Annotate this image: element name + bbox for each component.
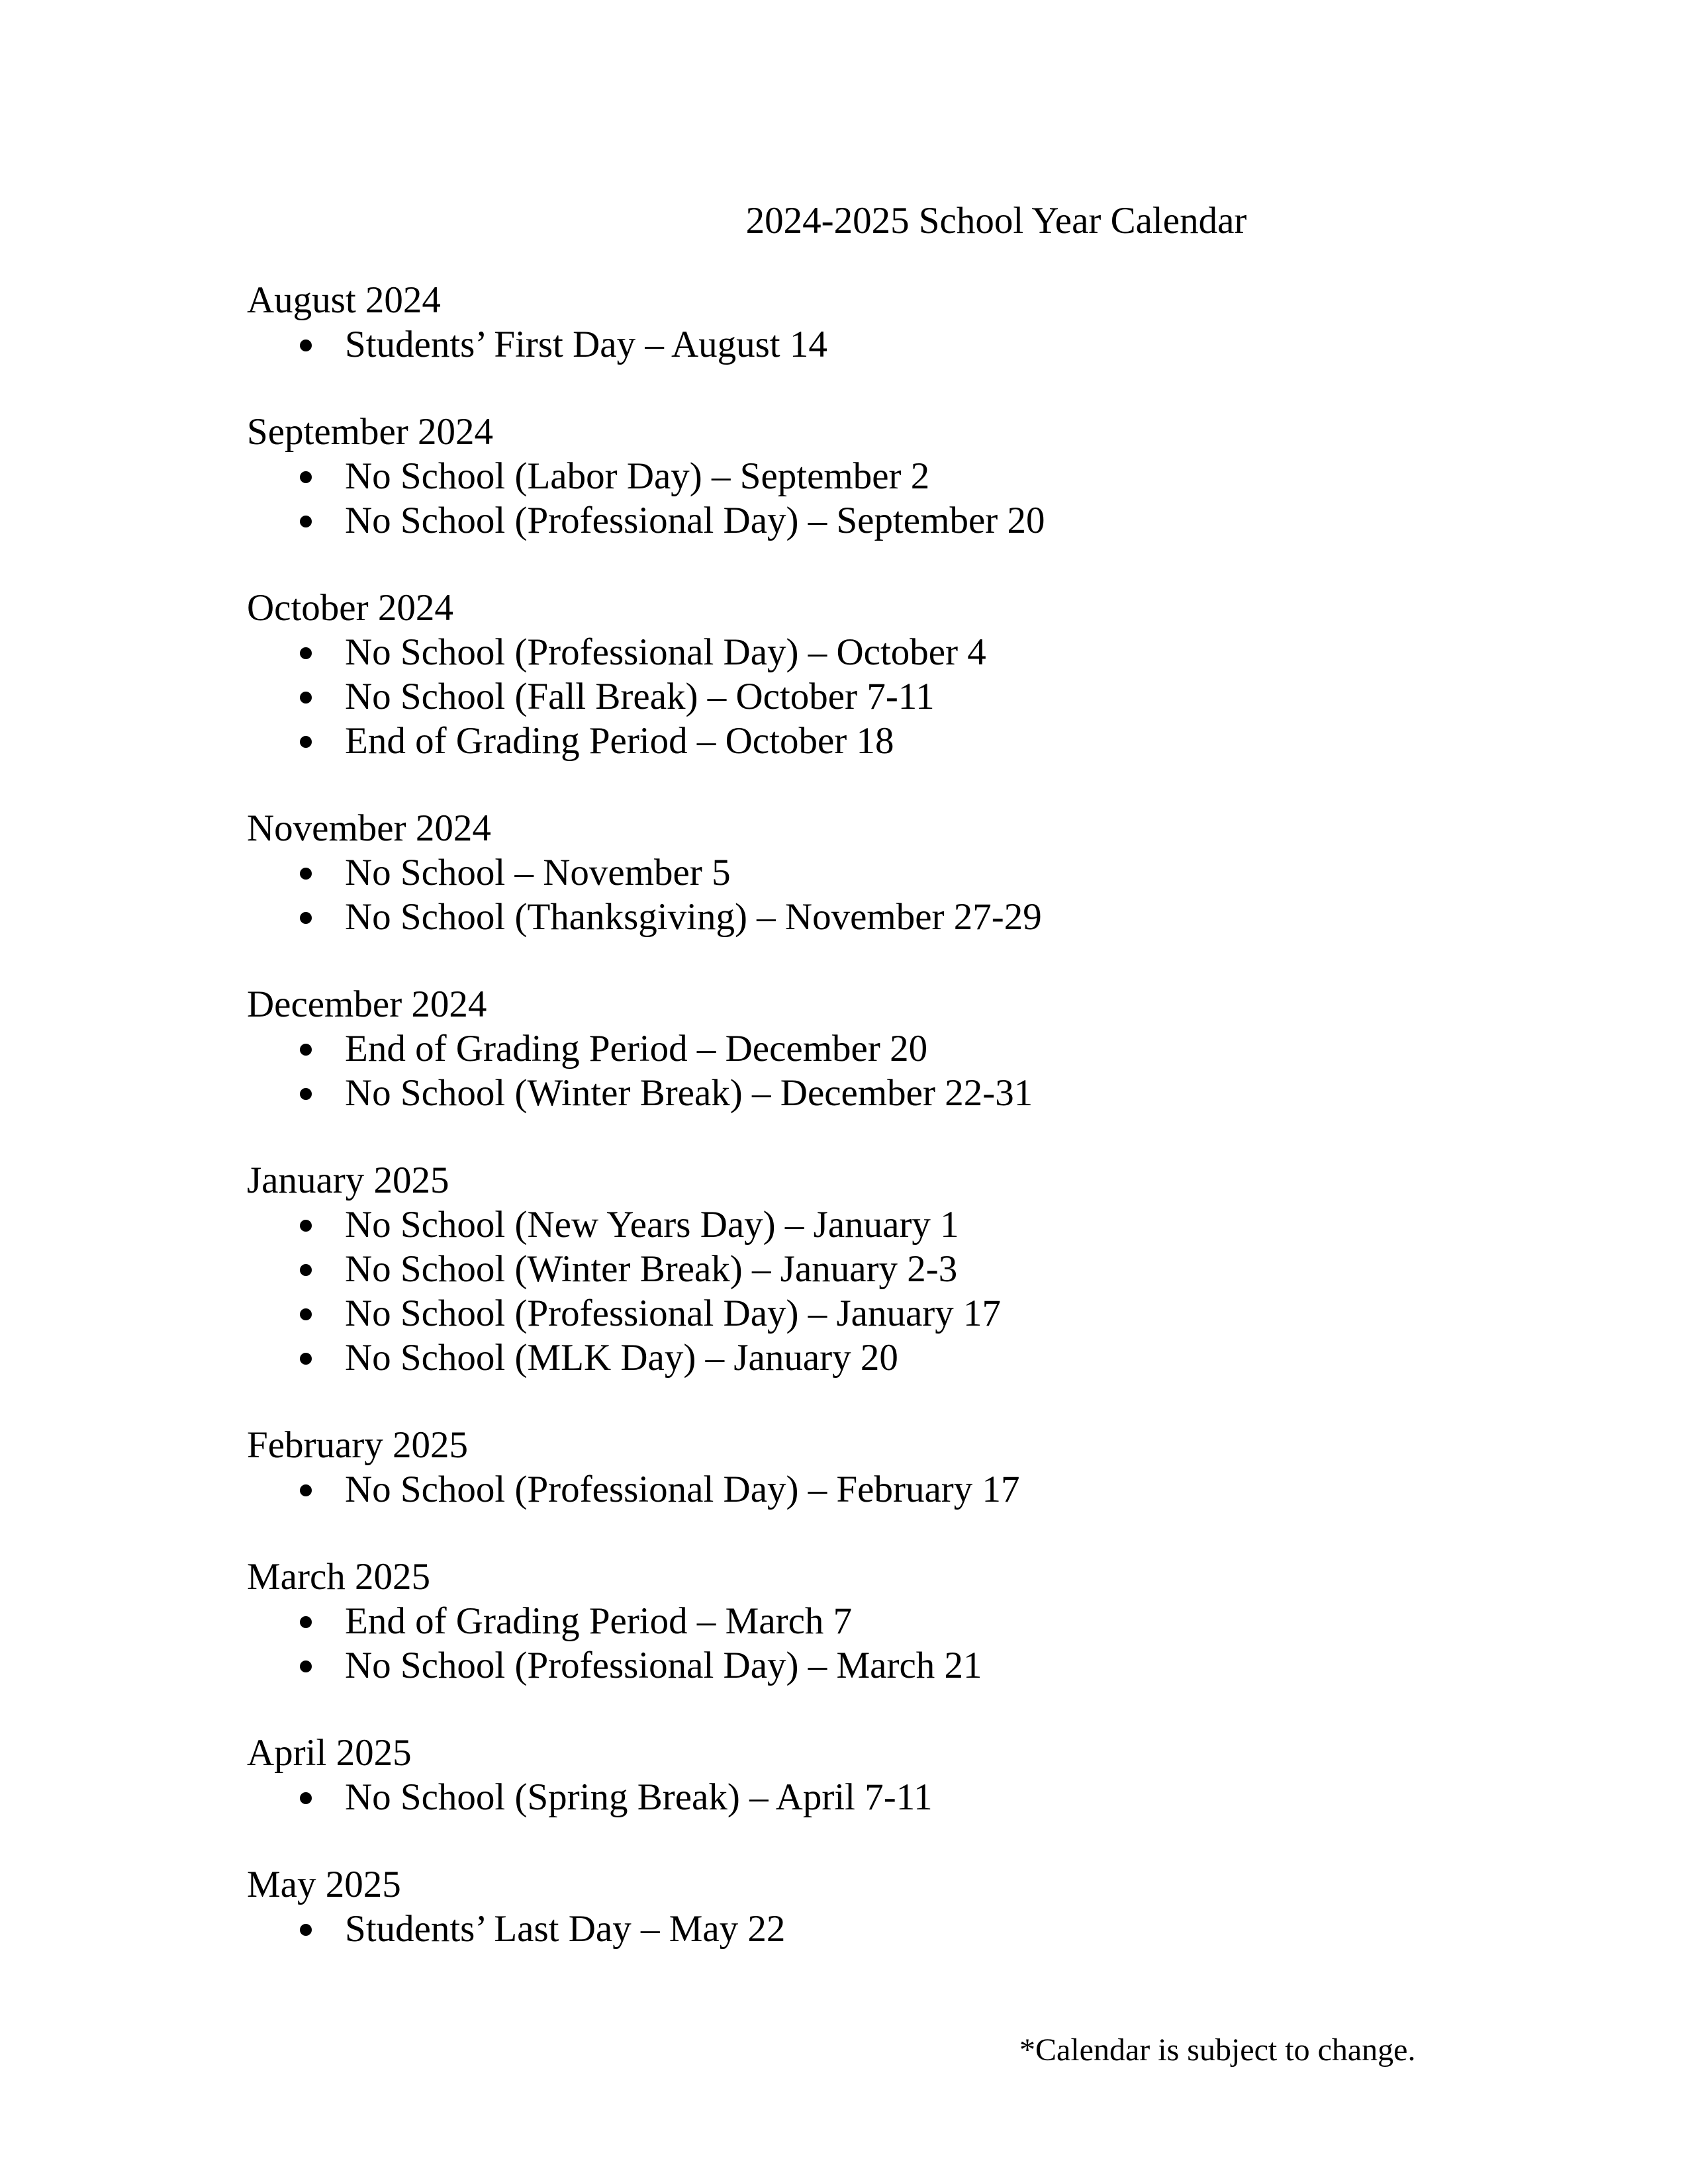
event-list xyxy=(247,850,1505,939)
month-heading: August 2024 xyxy=(247,279,441,321)
event-text: End of Grading Period – December 20 xyxy=(345,1028,928,1069)
month-heading: March 2025 xyxy=(247,1556,431,1598)
event-text: No School – November 5 xyxy=(345,852,731,893)
month-heading: April 2025 xyxy=(247,1732,412,1774)
event-text: No School (Professional Day) – September 20 xyxy=(345,500,1045,541)
month-section-october-2024 xyxy=(247,586,1505,763)
bullet-icon xyxy=(300,1088,312,1100)
event-text: No School (Spring Break) – April 7-11 xyxy=(345,1776,933,1818)
event-text: No School (Thanksgiving) – November 27-29 xyxy=(345,896,1042,938)
month-heading: October 2024 xyxy=(247,587,453,629)
event-text: Students’ Last Day – May 22 xyxy=(345,1908,786,1950)
month-heading: May 2025 xyxy=(247,1864,401,1905)
event-list xyxy=(247,1467,1505,1512)
footnote: *Calendar is subject to change. xyxy=(1019,2032,1416,2068)
event-list xyxy=(247,1203,1505,1380)
event-item xyxy=(247,1071,1505,1115)
bullet-icon xyxy=(300,1308,312,1320)
bullet-icon xyxy=(300,516,312,527)
event-item xyxy=(247,850,1505,895)
event-list xyxy=(247,1907,1505,1951)
event-item xyxy=(247,1291,1505,1336)
event-item xyxy=(247,322,1505,367)
event-item xyxy=(247,630,1505,674)
event-text: No School (Winter Break) – December 22-31 xyxy=(345,1072,1033,1114)
month-section-november-2024 xyxy=(247,807,1505,939)
event-item xyxy=(247,1907,1505,1951)
bullet-icon xyxy=(300,1616,312,1628)
event-item xyxy=(247,454,1505,498)
event-text: No School (Labor Day) – September 2 xyxy=(345,455,930,497)
event-list xyxy=(247,1026,1505,1115)
event-item xyxy=(247,1775,1505,1819)
event-item xyxy=(247,1203,1505,1247)
event-text: No School (MLK Day) – January 20 xyxy=(345,1337,898,1379)
event-list xyxy=(247,630,1505,763)
event-item xyxy=(247,1599,1505,1643)
event-item xyxy=(247,1247,1505,1291)
bullet-icon xyxy=(300,736,312,748)
page-title: 2024-2025 School Year Calendar xyxy=(745,200,1247,242)
event-item xyxy=(247,1026,1505,1071)
month-section-february-2025 xyxy=(247,1424,1505,1512)
event-text: No School (Fall Break) – October 7-11 xyxy=(345,676,935,717)
month-section-april-2025 xyxy=(247,1731,1505,1819)
bullet-icon xyxy=(300,692,312,704)
bullet-icon xyxy=(300,912,312,924)
month-section-december-2024 xyxy=(247,983,1505,1115)
event-list xyxy=(247,1775,1505,1819)
bullet-icon xyxy=(300,868,312,880)
month-heading: January 2025 xyxy=(247,1160,449,1201)
event-list xyxy=(247,454,1505,543)
month-section-september-2024 xyxy=(247,410,1505,543)
event-list xyxy=(247,322,1505,367)
bullet-icon xyxy=(300,1484,312,1496)
calendar-list xyxy=(247,279,1505,1995)
month-heading: November 2024 xyxy=(247,807,491,849)
bullet-icon xyxy=(300,1264,312,1276)
event-text: No School (Winter Break) – January 2-3 xyxy=(345,1248,958,1290)
event-text: No School (Professional Day) – March 21 xyxy=(345,1645,982,1686)
event-text: No School (Professional Day) – January 17 xyxy=(345,1293,1001,1334)
event-item xyxy=(247,498,1505,543)
bullet-icon xyxy=(300,1792,312,1804)
month-heading: February 2025 xyxy=(247,1424,469,1466)
bullet-icon xyxy=(300,340,312,351)
bullet-icon xyxy=(300,1924,312,1936)
event-text: End of Grading Period – October 18 xyxy=(345,720,894,762)
event-text: No School (Professional Day) – October 4 xyxy=(345,631,986,673)
event-text: End of Grading Period – March 7 xyxy=(345,1600,853,1642)
event-item xyxy=(247,674,1505,719)
event-item xyxy=(247,1467,1505,1512)
bullet-icon xyxy=(300,1353,312,1365)
event-text: No School (Professional Day) – February 17 xyxy=(345,1469,1020,1510)
month-section-may-2025 xyxy=(247,1863,1505,1951)
bullet-icon xyxy=(300,1220,312,1232)
event-item xyxy=(247,1643,1505,1688)
event-item xyxy=(247,719,1505,763)
month-section-august-2024 xyxy=(247,279,1505,367)
event-item xyxy=(247,895,1505,939)
bullet-icon xyxy=(300,1044,312,1056)
event-item xyxy=(247,1336,1505,1380)
month-section-january-2025 xyxy=(247,1159,1505,1380)
event-text: No School (New Years Day) – January 1 xyxy=(345,1204,959,1246)
event-text: Students’ First Day – August 14 xyxy=(345,324,827,365)
month-section-march-2025 xyxy=(247,1555,1505,1688)
bullet-icon xyxy=(300,471,312,483)
bullet-icon xyxy=(300,647,312,659)
month-heading: December 2024 xyxy=(247,983,487,1025)
month-heading: September 2024 xyxy=(247,411,494,453)
bullet-icon xyxy=(300,1661,312,1672)
event-list xyxy=(247,1599,1505,1688)
